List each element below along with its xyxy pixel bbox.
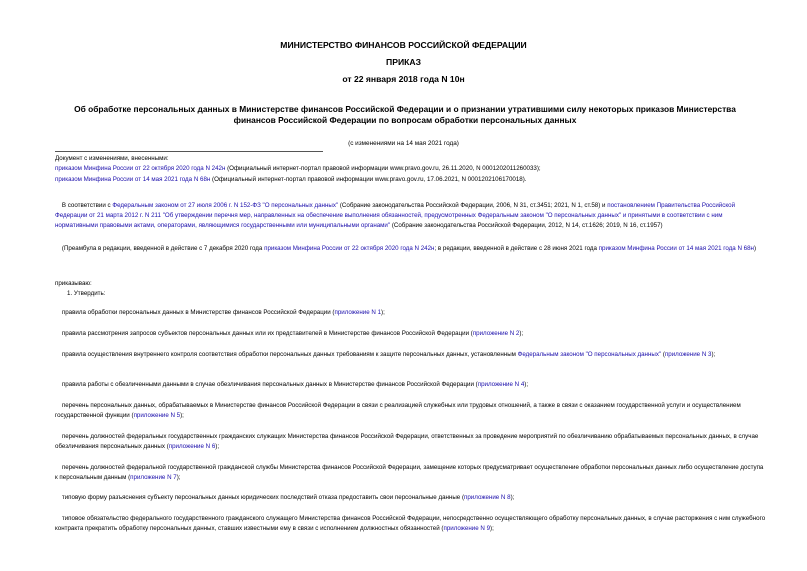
date-number-heading: от 22 января 2018 года N 10н	[342, 74, 465, 84]
preamble-text-b: (Собрание законодательства Российской Федерации, 2006, N 31, ст.3451; 2021, N 1, ст.58) и	[338, 202, 608, 209]
appendix-1-link[interactable]: приложение N 1	[334, 309, 382, 316]
list-item	[55, 380, 767, 390]
order-68n-link[interactable]: приказом Минфина России от 14 мая 2021 года N 68н	[598, 245, 754, 252]
preamble-edit-note	[55, 244, 767, 254]
revision-note: (с изменениями на 14 мая 2021 года)	[348, 140, 459, 147]
list-item-tail: );	[519, 330, 524, 337]
list-item-text: правила обработки персональных данных в Министерстве финансов Российской Федерации (	[61, 309, 335, 316]
doc-type-heading: ПРИКАЗ	[386, 57, 421, 67]
changes-item	[55, 164, 775, 174]
appendix-4-link[interactable]: приложение N 4	[477, 381, 525, 388]
appendix-3-link[interactable]: приложение N 3	[664, 351, 712, 358]
changes-item	[55, 175, 775, 185]
order-242n-link[interactable]: приказом Минфина России от 22 октября 2020 года N 242н	[264, 245, 435, 252]
preamble-text-c: (Собрание законодательства Российской Федерации, 2012, N 14, ст.1626; 2019, N 16, ст.1957)	[390, 222, 663, 229]
change-link-1[interactable]: приказом Минфина России от 22 октября 2020 года N 242н	[55, 165, 226, 172]
change-text-1: (Официальный интернет-портал правовой информации www.pravo.gov.ru, 26.11.2020, N 0001202011260033);	[225, 165, 541, 172]
changes-label: Документ с изменениями, внесенными:	[55, 155, 169, 162]
list-item	[55, 514, 767, 534]
federal-law-personal-data-link[interactable]: Федеральным законом "О персональных данных"	[517, 351, 662, 358]
list-item	[55, 329, 767, 339]
list-item	[55, 493, 767, 503]
list-item-text: типовую форму разъяснения субъекту персональных данных юридических последствий отказа предоставить свои персональные данные (	[61, 494, 465, 501]
appendix-8-link[interactable]: приложение N 8	[464, 494, 511, 501]
list-item	[55, 463, 767, 483]
list-item-tail: );	[524, 381, 529, 388]
list-item-text: перечень должностей федеральных государственных гражданских служащих Министерства финансов Российской Федерации, ответственных за проведение мероприятий по обезличиванию обрабатываемых персональных данных, в случае обезличивания персональных данных (	[55, 433, 759, 450]
change-text-2: (Официальный интернет-портал правовой информации www.pravo.gov.ru, 17.06.2021, N 0001202106170018).	[210, 176, 527, 183]
list-item-text: перечень должностей федеральной государственной гражданской службы Министерства финансов Российской Федерации, замещение которых предусматривает осуществление обработки персональных данных либо осуществление доступа к персональным данным (	[55, 464, 764, 481]
appendix-9-link[interactable]: приложение N 9	[443, 525, 491, 532]
list-item	[55, 308, 767, 318]
appendix-6-link[interactable]: приложение N 6	[168, 443, 216, 450]
list-item-text: правила рассмотрения запросов субъектов персональных данных или их представителей в Министерстве финансов Российской Федерации (	[61, 330, 473, 337]
list-item-tail: );	[381, 309, 385, 316]
federal-law-link[interactable]: Федеральным законом от 27 июля 2006 г. N 152-ФЗ "О персональных данных"	[112, 202, 339, 209]
edit-note-a: (Преамбула в редакции, введенной в действие с 7 декабря 2020 года	[61, 245, 265, 252]
list-item-tail: );	[490, 525, 494, 532]
list-item-tail: );	[711, 351, 716, 358]
government-decree-link[interactable]: постановлением Правительства Российской Федерации от 21 марта 2012 г. N 211 "Об утверждении перечня мер, направленных на обеспечение выполнения обязанностей, предусмотренных Федеральным законом "О персональных данных" и принятыми в соответствии с ним нормативными правовыми актами, операторами, являющимися государственными или муниципальными органами"	[55, 202, 736, 229]
separator-line	[55, 151, 323, 152]
list-item-tail: );	[510, 494, 515, 501]
list-item	[55, 350, 767, 360]
change-link-2[interactable]: приказом Минфина России от 14 мая 2021 года N 68н	[55, 176, 211, 183]
edit-note-c: )	[753, 245, 757, 252]
preamble-text-a: В соответствии с	[61, 202, 113, 209]
list-item-tail: );	[180, 412, 184, 419]
order-command: приказываю:	[55, 280, 92, 287]
list-item-text: перечень персональных данных, обрабатываемых в Министерстве финансов Российской Федерации в связи с реализацией служебных или трудовых отношений, а также в связи с оказанием государственной услуги и осуществлением государственной функции (	[55, 402, 741, 419]
list-item-text: правила работы с обезличенными данными в случае обезличивания персональных данных в Министерстве финансов Российской Федерации (	[61, 381, 478, 388]
ministry-heading: МИНИСТЕРСТВО ФИНАНСОВ РОССИЙСКОЙ ФЕДЕРАЦИИ	[280, 40, 527, 50]
list-item-text: правила осуществления внутреннего контроля соответствия обработки персональных данных требованиям к защите персональных данных, установленным	[61, 351, 518, 358]
appendix-2-link[interactable]: приложение N 2	[472, 330, 520, 337]
edit-note-b: ; в редакции, введенной в действие с 28 июня 2021 года	[434, 245, 599, 252]
list-item-text: типовое обязательство федерального государственного гражданского служащего Министерства финансов Российской Федерации, непосредственно осуществляющего обработку персональных данных, в случае расторжения с ним служебного контракта прекратить обработку персональных данных, ставших известными ему в связи с исполнением должностных обязанностей (	[55, 515, 766, 532]
list-item	[55, 401, 767, 421]
list-item-tail: );	[215, 443, 220, 450]
list-item	[55, 432, 767, 452]
document-title: Об обработке персональных данных в Министерстве финансов Российской Федерации и о признании утратившими силу некоторых приказов Министерства финансов Российской Федерации по вопросам обработки персональных данных	[74, 104, 736, 125]
list-item-text: (	[661, 351, 665, 358]
list-item-tail: );	[176, 474, 181, 481]
appendix-5-link[interactable]: приложение N 5	[133, 412, 181, 419]
order-item-1: 1. Утвердить:	[67, 290, 106, 297]
appendix-7-link[interactable]: приложение N 7	[130, 474, 177, 481]
preamble-paragraph	[55, 201, 767, 231]
